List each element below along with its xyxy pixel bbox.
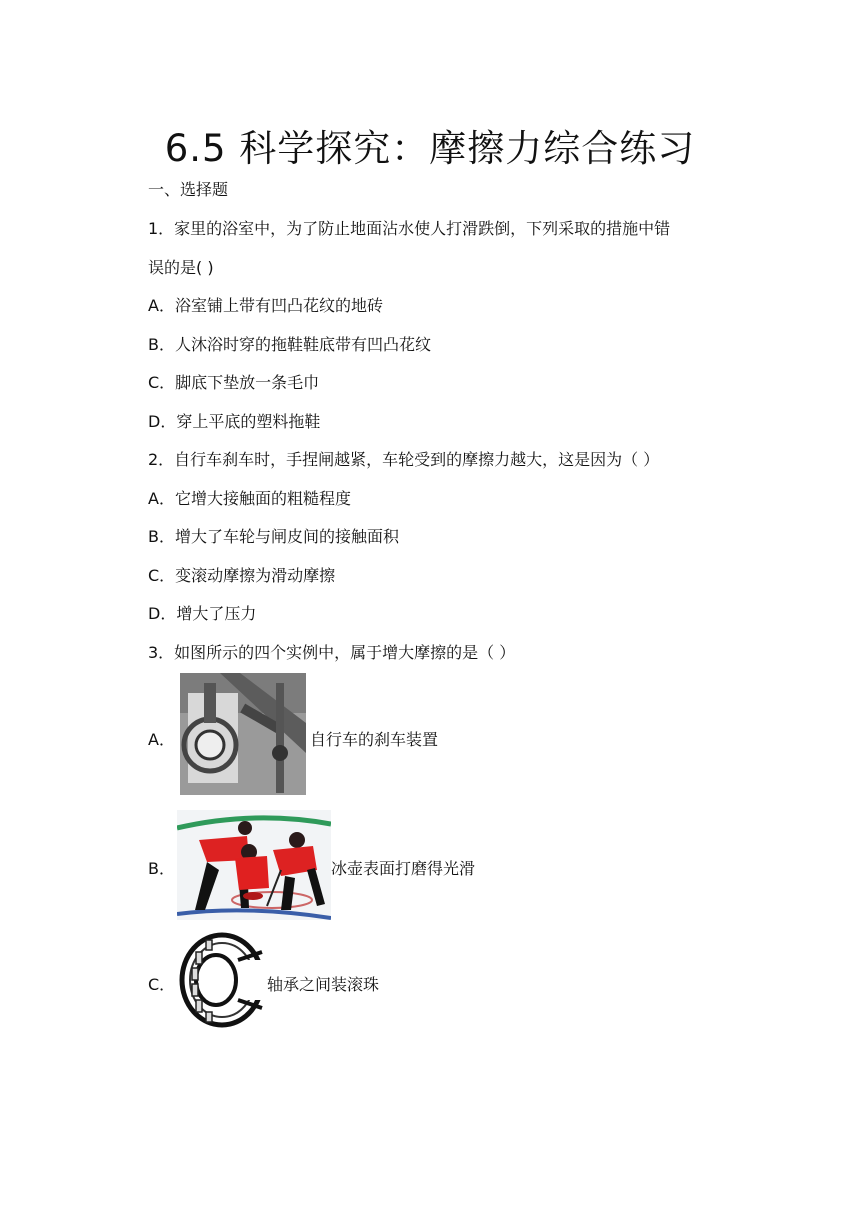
q2-stem: 2．自行车刹车时，手捏闸越紧，车轮受到的摩擦力越大，这是因为（ ） (148, 450, 660, 469)
q2-option-a: A．它增大接触面的粗糙程度 (148, 489, 351, 508)
q2-option-b: B．增大了车轮与闸皮间的接触面积 (148, 527, 399, 546)
q1-stem-line1: 1．家里的浴室中，为了防止地面沾水使人打滑跌倒，下列采取的措施中错 (148, 219, 671, 238)
q1-option-b: B．人沐浴时穿的拖鞋鞋底带有凹凸花纹 (148, 335, 431, 354)
q3-option-a-label: A． (148, 730, 175, 749)
q2-option-c: C．变滚动摩擦为滑动摩擦 (148, 566, 336, 585)
q3-option-b-label: B． (148, 859, 175, 878)
q1-stem-line2: 误的是( ) (148, 258, 214, 277)
curling-players-photo-icon (177, 810, 331, 920)
bicycle-brake-photo-icon (180, 673, 306, 795)
q2-option-d: D．增大了压力 (148, 604, 257, 623)
q3-option-b-text: 冰壶表面打磨得光滑 (331, 859, 476, 878)
q3-option-c-label: C． (148, 975, 176, 994)
q3-stem: 3．如图所示的四个实例中，属于增大摩擦的是（ ） (148, 643, 516, 662)
page-title: 6.5 科学探究：摩擦力综合练习 (164, 127, 696, 170)
q1-option-c: C．脚底下垫放一条毛巾 (148, 373, 320, 392)
q1-option-a: A．浴室铺上带有凹凸花纹的地砖 (148, 296, 383, 315)
section-heading: 一、选择题 (148, 180, 229, 199)
q3-option-a-text: 自行车的刹车装置 (310, 730, 439, 749)
ball-bearing-drawing-icon (178, 932, 264, 1028)
q3-option-c-text: 轴承之间装滚珠 (267, 975, 380, 994)
q1-option-d: D．穿上平底的塑料拖鞋 (148, 412, 321, 431)
